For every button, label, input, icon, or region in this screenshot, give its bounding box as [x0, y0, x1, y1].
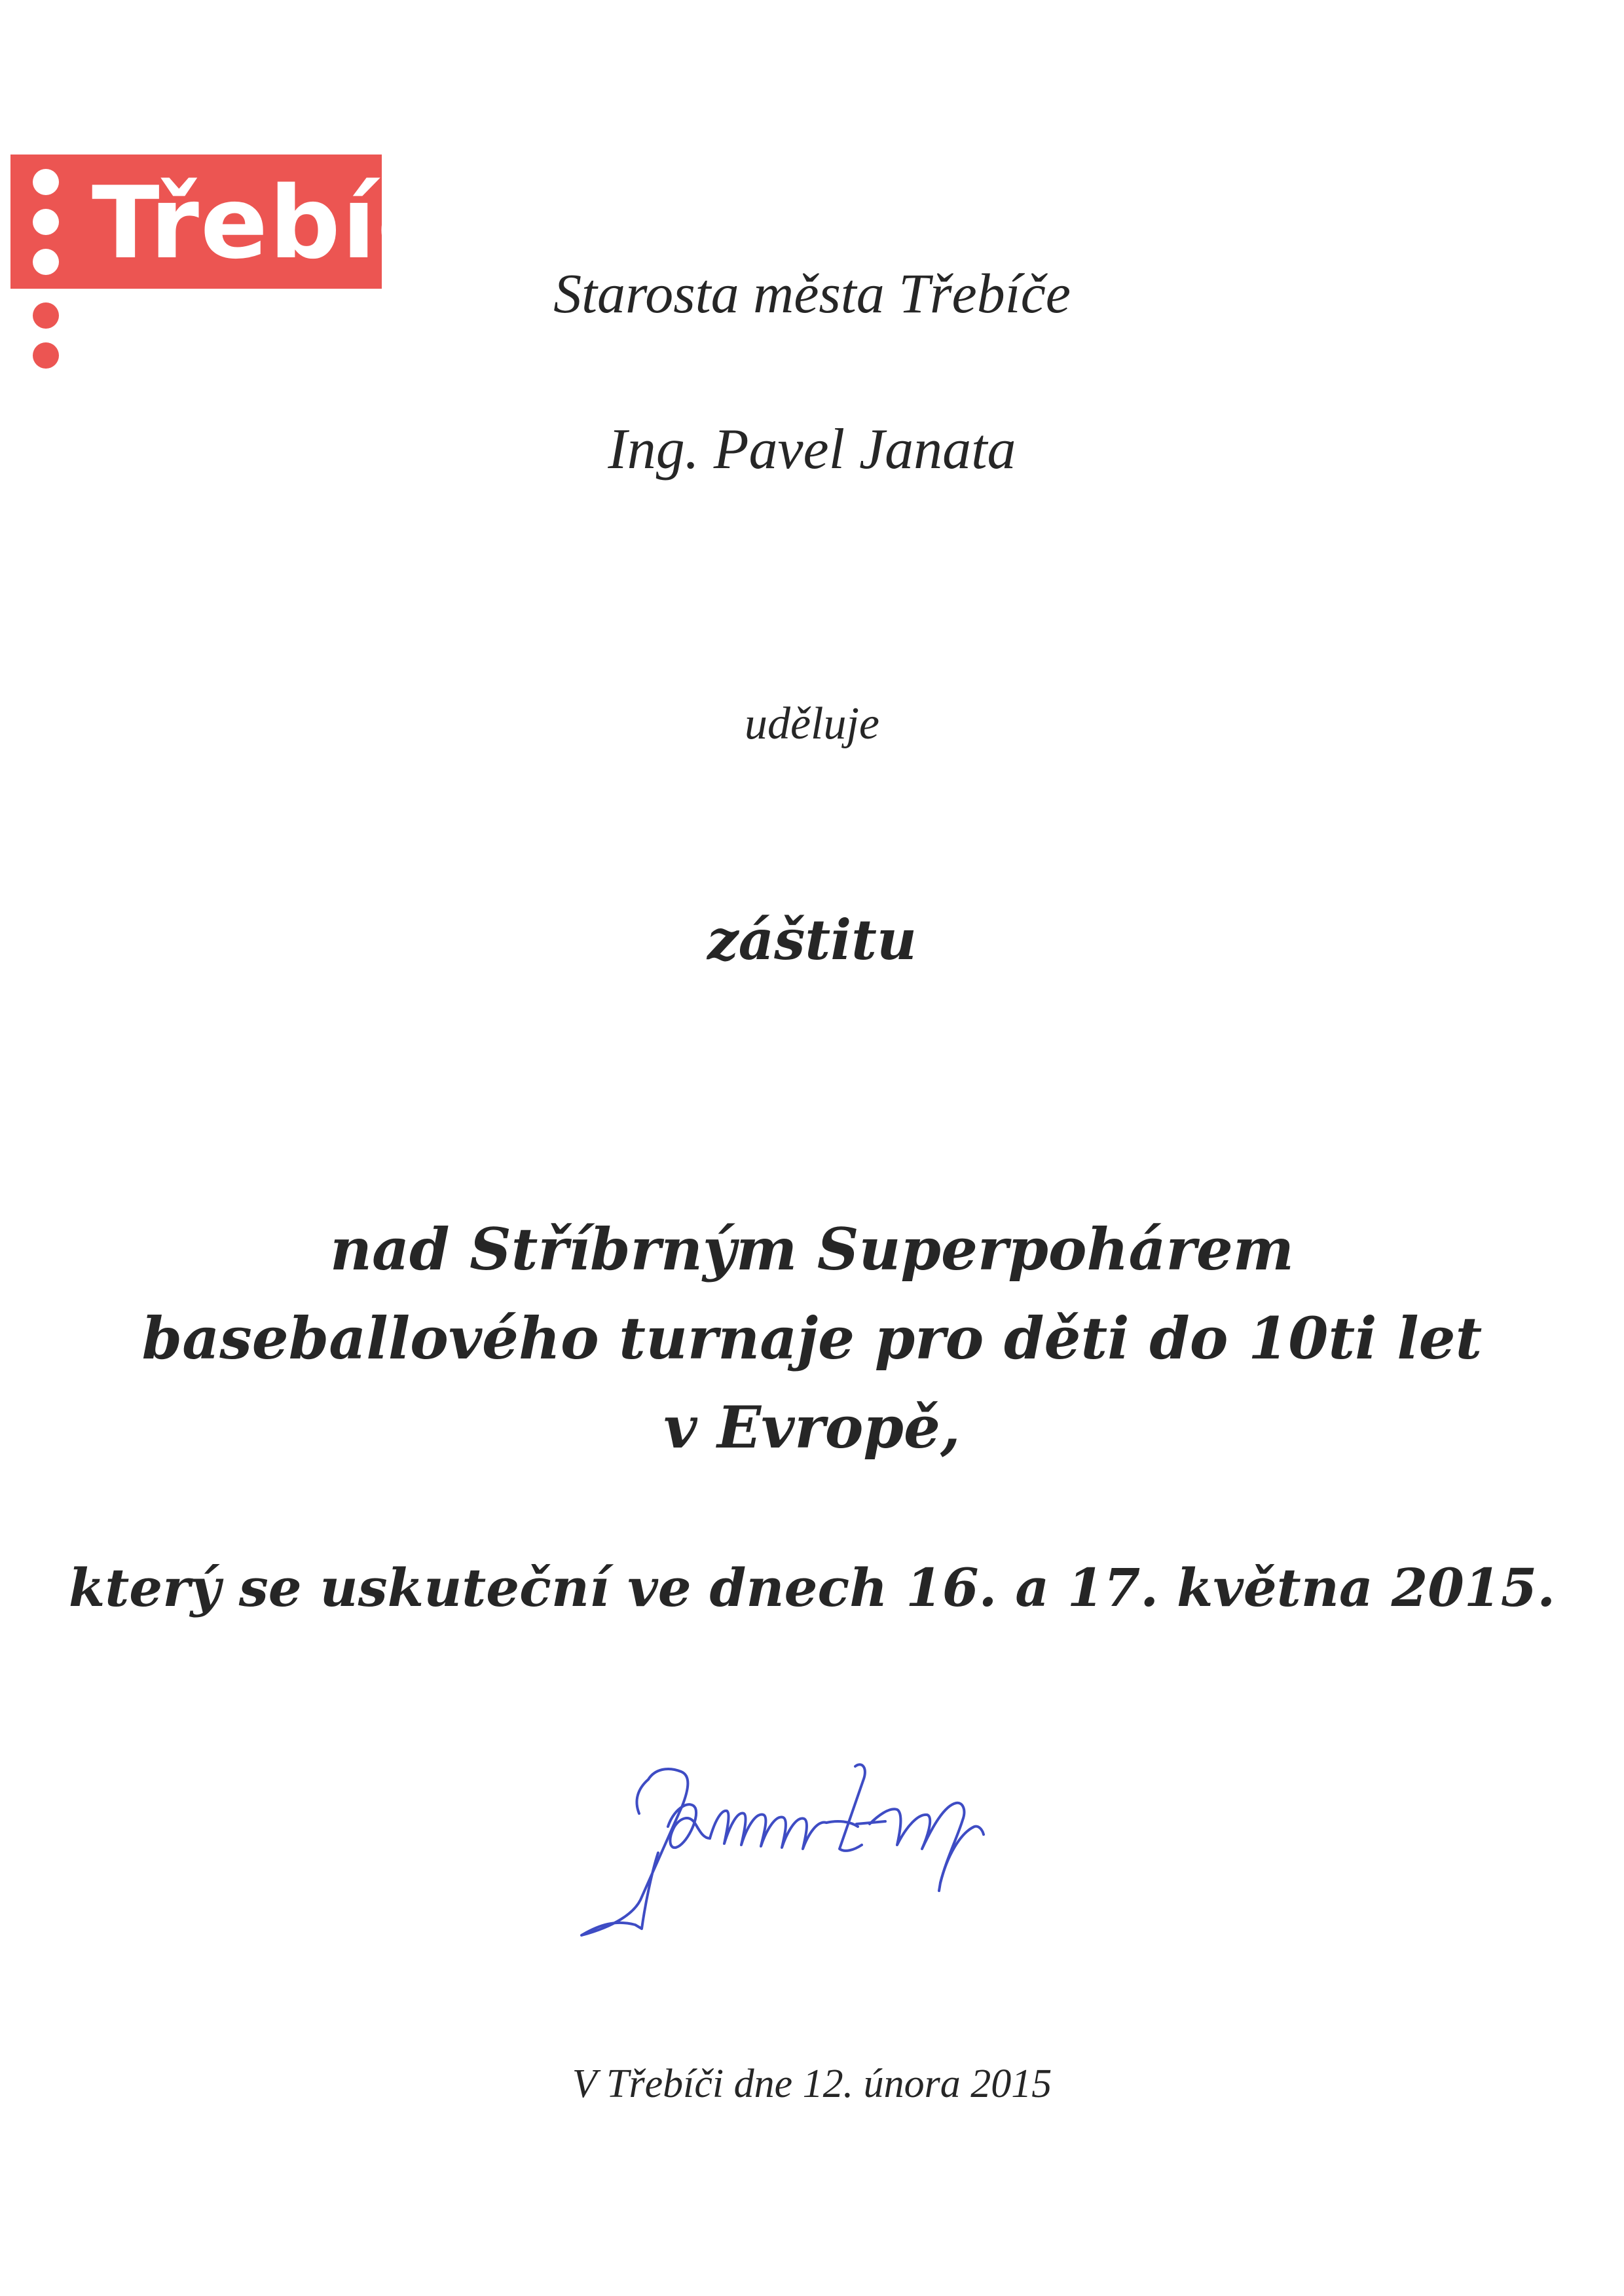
patronage-title: záštitu — [707, 907, 917, 972]
event-line: nad Stříbrným Superpohárem — [329, 1215, 1295, 1283]
certificate-heading: Starosta města Třebíče — [553, 262, 1071, 325]
grants-verb: uděluje — [744, 699, 880, 749]
event-dates: který se uskuteční ve dnech 16. a 17. května 2015. — [68, 1557, 1556, 1618]
event-line: v Evropě, — [663, 1393, 961, 1461]
logo-wordmark: Třebíč — [92, 165, 438, 281]
handwritten-signature — [570, 1728, 995, 1951]
logo-dot — [33, 169, 59, 195]
signature-strokes — [581, 1764, 984, 1935]
event-line: baseballového turnaje pro děti do 10ti let — [141, 1304, 1483, 1372]
place-and-date: V Třebíči dne 12. února 2015 — [572, 2062, 1052, 2106]
mayor-name: Ing. Pavel Janata — [608, 418, 1016, 481]
logo-dot — [33, 342, 59, 369]
logo-dot — [33, 209, 59, 235]
